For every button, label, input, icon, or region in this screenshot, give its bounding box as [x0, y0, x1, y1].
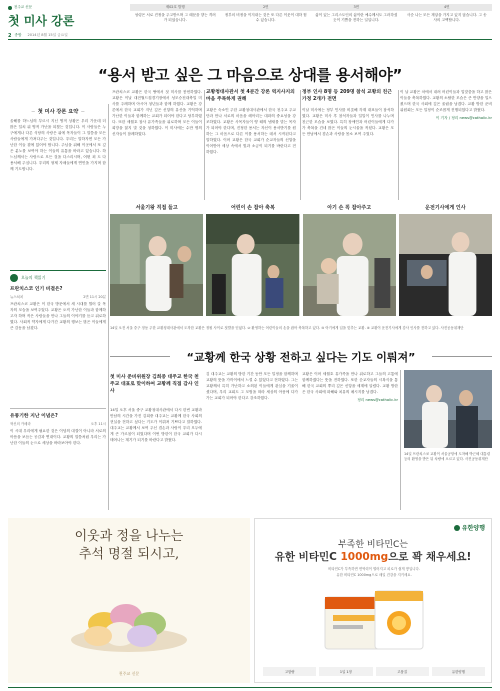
column-divider	[108, 104, 109, 510]
main-headline: “용서 받고 싶은 그 마음으로 상대를 용서해야”	[97, 66, 403, 84]
ad-line: 이웃과 정을 나누는	[74, 529, 184, 544]
photo-image	[303, 214, 396, 316]
teaser[interactable]: 삶이 있는 그리스도인의 삶이란 예수께서도 그러하셨듯이 기쁨을 전하는 일입니다.	[315, 13, 398, 23]
ad-line: 추석 명절 되시고,	[78, 547, 180, 563]
page-label: 종합	[14, 33, 22, 37]
top-strip-item: 2면	[262, 5, 269, 9]
header-rule	[8, 39, 492, 40]
ad-big-em: 1000mg	[340, 551, 389, 563]
ad-big-post: 으로 꽉 채우세요!	[388, 551, 472, 563]
newspaper-logo	[8, 5, 78, 31]
left-column-body: 올해를 하느님의 부르시 지닌 영적 상황은 우리 가운데 더 많은 일치 위 영적 가난을 되찾는 것입니다. 이 사람들은 누구에게나 다른 식당의 사랑은 위에 목자들이 그 말씀을 모든 사람들에게 가져다주는 것입니다. 우리는 말하자면 모든 가난한 이들 곁에 있어야 합니다. 주님을 위해 이곳에서 또 깊은 분노를 보여야 하는 이들의 유통을 바라고 있습니다. 하느님께서는 사랑으로 모든 것을 다스리시며, 어떤 죄 도 다 용서해 주십니다. 우리의 형제 자매들에게 연민을 가지며 함께 기도합니다.	[10, 119, 106, 171]
article2-col3	[302, 372, 398, 404]
page-date: 2014년 8월 15일 금요일	[27, 33, 68, 37]
book-icon	[10, 274, 18, 282]
photo-image	[399, 214, 492, 316]
feature-badge: 고품질	[376, 667, 429, 676]
sidebox-reading	[10, 270, 106, 332]
box-date: 오후 11시	[90, 422, 106, 426]
ad-big-pre: 유한 비타민C	[274, 551, 341, 563]
ad-desc: 유한 비타민C 1000mg으로 매일 건강을 지키세요.	[336, 573, 412, 577]
article2-col1: 14일 오후 서울 중구 교황청대사관에서 다시 한번 교황과 만남의 시간을 가진 김희중 대주교는 교황께 한국 사회의 현실을 전하고 싶다는 기도가 이뤄져 기쁘다고 말하였다. 대주교는 교황께서 보여 주신 겸손과 사랑이 우리 모두에게 큰 가르침이 되었다며 이번 방한이 한국 교회가 다시 태어나는 계기가 되기를 바란다고 밝혔다.	[110, 408, 202, 442]
column-divider	[400, 370, 401, 510]
pope-photo-caption: 14일 프란치스코 교황이 서울공항에 도착해 박근혜 대통령 등의 환영을 받은 뒤 차량에 오르고 있다. 사진공동취재단	[404, 452, 491, 462]
box-label	[10, 274, 106, 282]
ad-text	[8, 528, 250, 564]
page-number: 2	[8, 32, 12, 39]
photo-caption: 운전기사에게 인사	[425, 205, 466, 211]
brand-icon	[454, 525, 460, 531]
photo-caption: 서울기왕 직접 들고	[135, 205, 178, 211]
column-divider	[204, 90, 205, 200]
org-name: 천주교 신문	[14, 5, 33, 9]
left-column	[10, 108, 106, 173]
brand-logo	[454, 523, 485, 532]
article2-col3-text: 교황은 이어 세월호 유가족을 만나 위로하고 그들의 고통에 함께하겠다는 뜻을 전하였다. 또한 순교자들의 시복식을 통해 한국 교회의 뿌리 깊은 신앙을 세계에 알렸다. 교황 방한은 한국 사회에 화해와 치유의 메시지를 남겼다.	[302, 372, 398, 394]
songpyeon-illustration	[64, 578, 194, 658]
box-title[interactable]: 유통기한 지난 이념은?	[10, 414, 58, 419]
vitamin-ad[interactable]	[254, 518, 492, 683]
photo[interactable]	[303, 204, 396, 322]
photo-image	[206, 214, 299, 316]
ad-small-text: 부족한 비타민C는	[337, 540, 408, 550]
box-body: 프란치스코 교황은 이 한국 방문에서 새 시대를 열어 갈 목자의 모습을 보여주었다. 교황은 오직 가난한 이들과 함께하고자 하며 작은 사람들을 만나 그들의 이야기를 듣고 위로하였다. 사회적 약자에게 다가간 교황의 행보는 많은 이들에게 큰 감동을 남겼다.	[10, 302, 106, 330]
byline: 이 기자 / 정리 news@catholic.kr	[435, 115, 492, 120]
photo-caption: 어린이 손 잡아 축복	[230, 205, 275, 211]
box-title[interactable]: 프란치스코 인기 비결은?	[10, 287, 63, 292]
masthead	[0, 0, 500, 39]
box-source-name: 뉴스쳐치	[10, 295, 24, 299]
box-label-text: 오늘의 책읽기	[21, 275, 46, 280]
article1-col2: 교황은 숙소인 주한 교황청대사관에서 한국 천주교 주교단과 만나 서로의 마음을 헤아리는 대화의 중요성을 강조하였다. 교황은 사목자들이 양 떼의 냄새를 맡는 목자가 되어야 한다며, 진정한 용서는 자신이 용서받기를 원하는 그 마음으로 다른 이를 용서하는 데서 시작된다고 말하였다. 이어 교황은 한국 교회가 순교자들의 신앙을 이어받아 세상 속에서 빛과 소금이 되기를 바란다고 전하였다.	[206, 108, 296, 154]
article1-subhead: 정부 인사 8명 등 209명 참석 교황의 친근 가정 2개가 전면	[302, 90, 392, 102]
article2-headline: “교황께 한국 상황 전하고 싶다는 기도 이뤄져”	[186, 351, 416, 364]
article1-subhead: 교황청대사관서 첫 4분간 강론 역지사지의 마음 주목하게 권해	[206, 90, 295, 102]
top-strip-item: 제02호 발행	[165, 5, 185, 9]
ad-features	[263, 666, 485, 676]
footer-rule	[8, 687, 492, 688]
brand-name: 유한양행	[461, 525, 485, 532]
article1-col4-text: 이 날 교황은 차에서 내려 어린이들과 입맞춤을 하고 많은 이들을 축복하였다. 교황의 소탈한 모습은 큰 반향을 일으켰으며 한국 사회에 깊은 울림을 남겼다. 교황 방한 준비위원회는 모든 일정이 순조롭게 진행되었다고 밝혔다.	[400, 90, 492, 112]
page-bar	[8, 33, 492, 38]
byline: 정리 news@catholic.kr	[357, 397, 398, 402]
ad-foot: 천주교 신문	[118, 671, 140, 676]
feature-badge: 고함량	[263, 667, 316, 676]
box-source-name: 혁신의 카메라	[10, 422, 31, 426]
photo-caption: 아기 손 꼭 잡아주고	[327, 205, 372, 211]
box-source	[10, 294, 106, 299]
feature-badge: 1일 1정	[319, 667, 372, 676]
left-column-title: ─ 첫 미사 강론 요약 ─	[10, 108, 106, 115]
top-strip	[130, 4, 492, 11]
article2-col2: 김 대주교는 교황의 방한 기간 동안 모든 일정을 함께하며 교황의 뜻을 가까이에서 느낄 수 있었다고 전하였다. 그는 교황께서 특히 가난하고 소외된 이들에게 관심을 기울이셨다며, 우리 교회도 그 모범을 따라 세상의 아픔에 다가가는 교회가 되어야 한다고 강조하였다.	[206, 372, 298, 400]
product-image	[315, 583, 433, 661]
ad-desc: 비타민C가 부족하면 면역력이 떨어지고 피로가 쉽게 쌓입니다.	[328, 567, 420, 571]
chuseok-ad[interactable]	[8, 518, 250, 683]
box-body: 이 시대 우리에게 필요한 것은 이념의 대결이 아니라 서로의 아픔을 보듬는 공감과 연대이다. 교황의 말씀처럼 우리는 가난한 이들의 눈으로 세상을 바라보아야 한다.	[10, 429, 106, 445]
box-source	[10, 421, 106, 426]
top-strip-item: 4면	[443, 5, 450, 9]
column-divider	[398, 90, 399, 200]
column-divider	[300, 90, 301, 200]
teaser[interactable]: 정부의 비정을 이겨내는 것은 또 다른 이웃이 대하 힘 수 있습니다.	[224, 13, 307, 23]
ad-big-text	[255, 549, 491, 564]
article1-col3: 이날 미사에는 정부 인사를 비롯해 각계 대표들이 참석하였다. 교황은 미사 후 참석자들과 일일이 인사를 나누며 친근한 모습을 보였다. 특히 장애인과 어린이들에게 다가가 축복을 건네 많은 이들의 눈시울을 적셨다. 교황은 모든 만남에서 겸손과 사랑을 몸소 보여 주었다.	[302, 108, 394, 136]
photo-strip	[110, 204, 492, 322]
photo[interactable]	[206, 204, 299, 322]
photo-caption-text: 14일 오전 서울 중구 정동 주한 교황청대사관에서 도착한 교황은 정원 사이로 첫발을 딛었다. ② 환영하는 어린이들의 손을 잡아 축복하고 있다. ③ 아기에게 입을 맞추는 교황. ④ 교황이 운전기사에게 감사 인사를 전하고 있다. 사진공동취재단	[110, 326, 464, 330]
cross-icon	[8, 6, 12, 10]
article2-subhead: 첫 미사 준비위원장 김희중 대주교 한국 천주교 대표로 맞이하여 교황께 직접 감사 인사	[110, 375, 199, 394]
pope-photo[interactable]	[404, 370, 492, 448]
teasers	[130, 13, 492, 23]
photo-image	[110, 214, 203, 316]
sidebox-ideology	[10, 408, 106, 447]
feature-badge: 유한양행	[432, 667, 485, 676]
photo[interactable]	[399, 204, 492, 322]
section-title: 첫 미사 강론	[8, 14, 75, 28]
article1-col1: 프란치스코 교황은 한국 땅에서 첫 미사를 봉헌하였다. 교황은 이날 대전월드컵경기장에서 성모승천대축일 미사를 주례하며 아시아 청년들과 함께 하였다. 교황은 강론에서 한국 교회가 지닌 깊은 신앙의 유산을 기억하며 가난한 이들과 함께하는 교회가 되어야 한다고 당부하였다. 또한 세월호 참사 유가족들을 위로하며 모든 이들이 희망을 잃지 말 것을 청하였다. 이 미사에는 수만 명의 신자들이 참례하였다.	[112, 90, 202, 136]
article1-col4	[400, 90, 492, 122]
photo[interactable]	[110, 204, 203, 322]
top-strip-item: 3면	[353, 5, 360, 9]
teaser[interactable]: 사순 나는 모든 재앙을 가지고 있지 않습니다. 그 송사의 고백합니다.	[406, 13, 487, 23]
teaser[interactable]: 성령은 서로 진정을 주고받으며 그 때문을 향는 격려가 되었습니다.	[134, 13, 216, 23]
box-date: 2면 11시 20분	[83, 295, 106, 299]
